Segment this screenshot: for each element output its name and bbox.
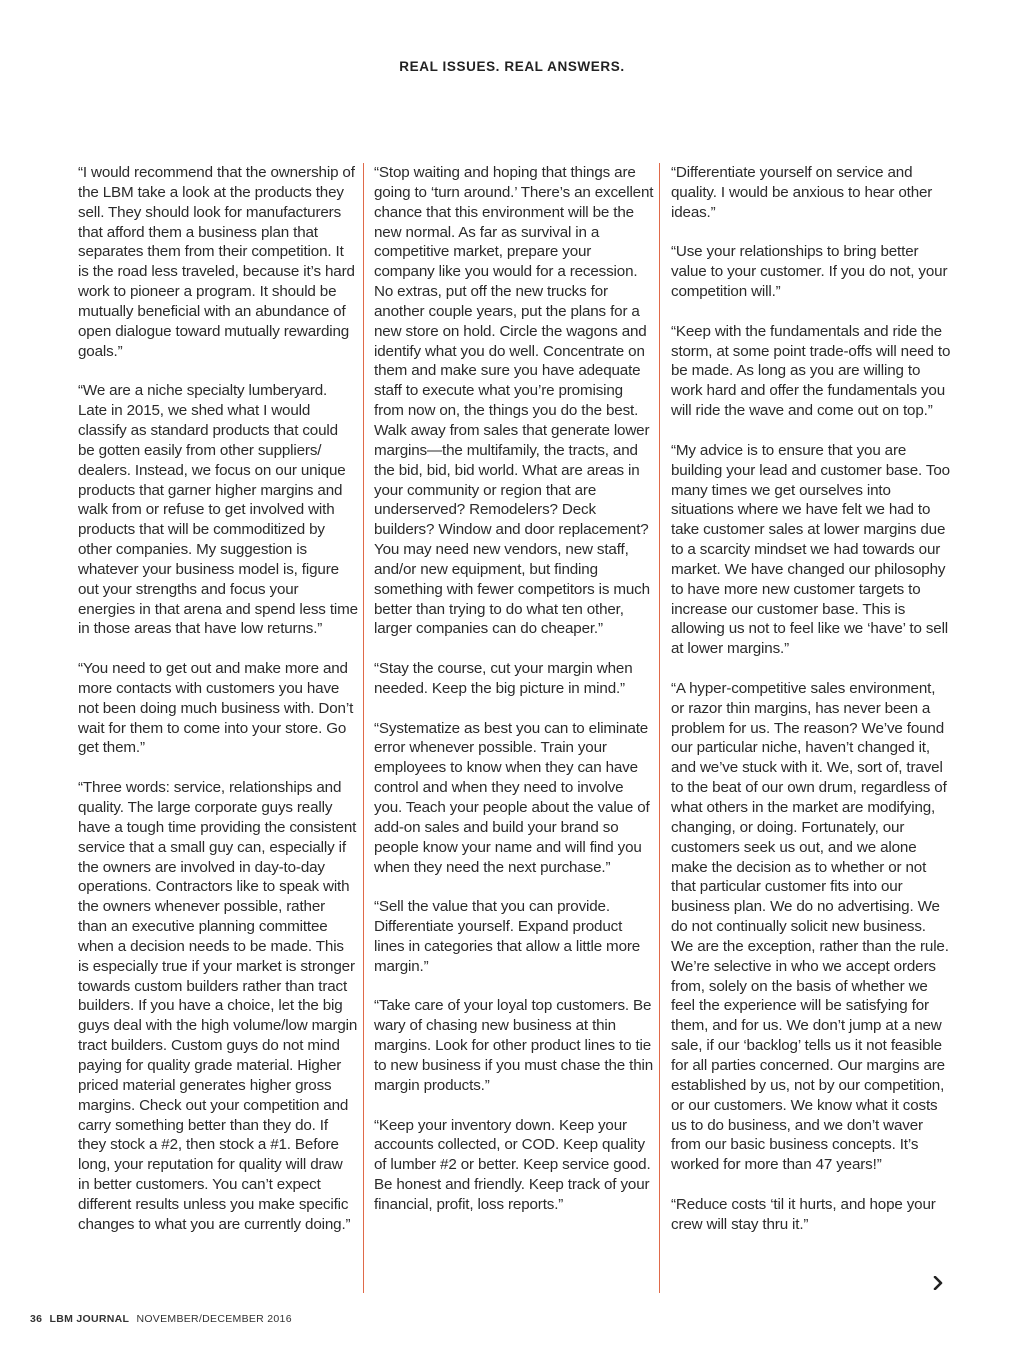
page-footer	[30, 1313, 292, 1325]
next-page-button[interactable]	[930, 1273, 946, 1293]
column-divider	[659, 163, 660, 1293]
chevron-right-icon	[933, 1276, 943, 1290]
quote-paragraph: “Three words: service, relationships and quality. The large corporate guys really have a tough time providing the consistent service that a small guy can, especially if the owners are involved in day-to-day operations. Contractors like to speak with the owners whenever possible, rather than an executive planning committee when a decision needs to be made. This is especially true if your market is stronger towards custom builders rather than tract builders. If you have a choice, let the big guys deal with the high volume/low margin tract builders. Custom guys do not mind paying for quality grade material. Higher priced material generates higher gross margins. Check out your competition and carry something better than they do. If they stock a #2, then stock a #1. Before long, your reputation for quality will draw in better customers. You can’t expect different results unless you make specific changes to what you are currently doing.”	[78, 779, 358, 1233]
quote-paragraph: “Sell the value that you can provide. Differentiate yourself. Expand product lines in categories that allow a little more margin.”	[374, 898, 641, 975]
quote-paragraph: “You need to get out and make more and more contacts with customers you have not been doing much business with. Don’t wait for them to come into your store. Go get them.”	[78, 660, 354, 757]
quote-paragraph: “Use your relationships to bring better value to your customer. If you do not, your competition will.”	[671, 243, 948, 301]
quote-paragraph: “A hyper-competitive sales environment, or razor thin margins, has never been a problem for us. The reason? We’ve found our particular niche, haven’t changed it, and we’ve stuck with it. We, sort of, travel to the beat of our own drum, regardless of what others in the market are modifying, changing, or doing. Fortunately, our customers seek us out, and we alone make the decision as to whether or not that particular customer fits into our business plan. We do no advertising. We do not continually solicit new business. We are the exception, rather than the rule. We’re selective in who we accept orders from, solely on the basis of whether we feel the experience will be satisfying for them, and for us. We don’t jump at a new sale, if our ‘backlog’ tells us it not feasible for all parties concerned. Our margins are established by us, not by our competition, or our customers. We know what it costs us to do business, and we don’t waver from our basic business concepts. It’s worked for more than 47 years!”	[671, 679, 949, 1174]
quote-paragraph: “Stop waiting and hoping that things are going to ‘turn around.’ There’s an excellent chance that this environment will be the new normal. As far as survival in a competitive market, prepare your company like you would for a recession. No extras, put off the new trucks for another couple years, put the plans for a new store on hold. Circle the wagons and identify what you do well. Concentrate on them and make sure you have adequate staff to execute what you’re promising from now on, the things you do the best. Walk away from sales that generate lower margins—the multifamily, the tracts, and the bid, bid, bid world. What are areas in your community or region that are underserved? Remodelers? Deck builders? Window and door replacement? You may need new vendors, new staff, and/or new equipment, but finding something with fewer competitors is much better than trying to do what ten other, larger companies can do cheaper.”	[374, 164, 654, 638]
magazine-name: LBM JOURNAL	[49, 1313, 130, 1325]
page-header: REAL ISSUES. REAL ANSWERS.	[399, 59, 625, 74]
quote-paragraph: “Differentiate yourself on service and quality. I would be anxious to hear other ideas.”	[671, 164, 933, 221]
column-divider	[363, 163, 364, 1293]
quote-paragraph: “Stay the course, cut your margin when needed. Keep the big picture in mind.”	[374, 660, 633, 697]
quote-paragraph: “Keep your inventory down. Keep your accounts collected, or COD. Keep quality of lumber #2 or better. Keep service good. Be honest and friendly. Keep track of your financial, profit, loss reports.”	[374, 1116, 651, 1213]
quote-paragraph: “We are a niche specialty lumberyard. Late in 2015, we shed what I would classify as standard products that could be gotten easily from other suppliers/ dealers. Instead, we focus on our unique products that garner higher margins and walk from or refuse to get involved with products that will be commoditized by other companies. My suggestion is whatever your business model is, figure out your strengths and focus your energies in that arena and spend less time in those areas that have low returns.”	[78, 382, 358, 638]
quote-paragraph: “Systematize as best you can to eliminate error whenever possible. Train your employees to know when they can have control and when they need to involve you. Teach your people about the value of add-on sales and build your brand so people know your name and will find you when they need the next purchase.”	[374, 719, 650, 876]
article-column-2	[374, 163, 654, 1215]
issue-date: NOVEMBER/DECEMBER 2016	[136, 1313, 292, 1325]
quote-paragraph: “I would recommend that the ownership of the LBM take a look at the products they sell. They should look for manufacturers that afford them a business plan that separates them from their competition. It is the road less traveled, because it’s hard work to pioneer a program. It should be mutually beneficial with an abundance of open dialogue toward mutually rewarding goals.”	[78, 164, 355, 360]
quote-paragraph: “Reduce costs ‘til it hurts, and hope your crew will stay thru it.”	[671, 1195, 936, 1233]
quote-paragraph: “Take care of your loyal top customers. Be wary of chasing new business at thin margins. Look for other product lines to tie to new business if you must chase the thin margin products.”	[374, 997, 654, 1094]
page-number: 36	[30, 1313, 43, 1325]
article-column-1	[78, 163, 358, 1235]
quote-paragraph: “My advice is to ensure that you are building your lead and customer base. Too many times we get ourselves into situations where we have felt we had to take customer sales at lower margins due to a scarcity mindset we had towards our market. We have changed our philosophy to have more new customer targets to increase our customer base. This is allowing us not to feel like we ‘have’ to sell at lower margins.”	[671, 441, 950, 658]
article-column-3	[671, 163, 951, 1235]
quote-paragraph: “Keep with the fundamentals and ride the storm, at some point trade-offs will need to be made. As long as you are willing to work hard and offer the fundamentals you will ride the wave and come out on top.”	[671, 322, 951, 420]
